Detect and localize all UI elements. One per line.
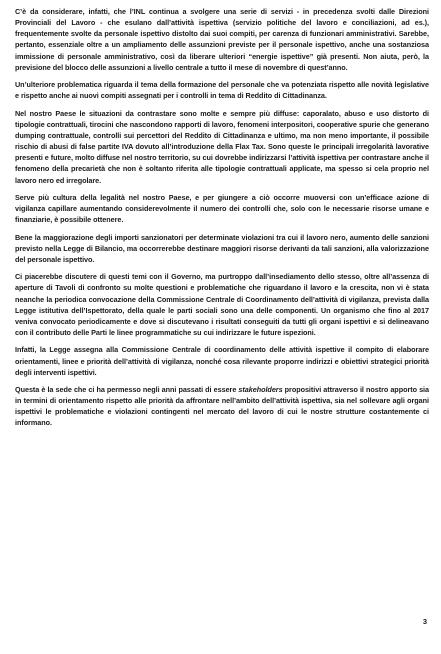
paragraph-8 [15, 384, 429, 429]
paragraph-8-after: propositivi attraverso il nostro apporto sia in termini di orientamento rispetto alle priorità da affrontare nell’ambito dell’attività ispettiva, sia nel sollevare agli organi ispettivi le problematiche e violazioni contingenti nel mercato del lavoro di cui le nostre strutture costantemente ci informano. [15, 385, 429, 428]
paragraph-2: Un’ulteriore problematica riguarda il tema della formazione del personale che va potenziata rispetto alle novità legislative e rispetto anche ai nuovi compiti assegnati per i controlli in tema di Reddito di Cittadinanza. [15, 80, 429, 101]
paragraph-1: C’è da considerare, infatti, che l’INL continua a svolgere una serie di servizi - in precedenza svolti dalle Direzioni Provinciali del Lavoro - che esulano dall’attività ispettiva (servizio politiche del lavoro e conciliazioni, ad es.), frequentemente svolte da personale ispettivo distolto dai suoi compiti, per carenza di funzionari amministrativi. Sarebbe, pertanto, essenziale oltre a un ampliamento delle assunzioni previste per il personale ispettivo, anche una sostanziosa immissione di personale amministrativo, così da liberare ulteriori “energie ispettive” già presenti. Non aiuta, però, la previsione del blocco delle assunzioni a livello centrale a tutto il mese di novembre di quest’anno. [15, 7, 429, 72]
page-number: 3 [422, 617, 427, 626]
paragraph-8-emphasis: stakeholders [238, 385, 283, 394]
paragraph-4: Serve più cultura della legalità nel nostro Paese, e per giungere a ciò occorre muoversi con un’efficace azione di vigilanza capillare aumentando considerevolmente il numero dei controlli che, solo con le necessarie risorse umane e finanziarie, è possibile ottenere. [15, 192, 429, 225]
paragraph-6: Ci piacerebbe discutere di questi temi con il Governo, ma purtroppo dall’insediamento dello stesso, oltre all’assenza di aperture di Tavoli di confronto su molte questioni e problematiche che riguardano il lavoro e la crescita, non vi è stata neanche la periodica convocazione della Commissione Centrale di Coordinamento dell’attività di vigilanza, prevista dalla Legge istitutiva dell’Ispettorato, della quale le parti sociali sono una delle componenti. Un organismo che fino al 2017 veniva convocato periodicamente e dove si discutevano i risultati conseguiti da tutti gli organi ispettivi e si delineavano con il contributo delle Parti le linee programmatiche su cui indirizzare le future ispezioni. [15, 272, 429, 337]
paragraph-7: Infatti, la Legge assegna alla Commissione Centrale di coordinamento delle attività ispettive il compito di elaborare orientamenti, linee e priorità dell’attività di vigilanza, nonché cosa rilevante proporre indirizzi e obiettivi strategici priorità degli interventi ispettivi. [15, 345, 429, 377]
paragraph-8-before: Questa è la sede che ci ha permesso negli anni passati di essere [15, 385, 239, 394]
paragraph-3: Nel nostro Paese le situazioni da contrastare sono molte e sempre più diffuse: caporalato, abuso e uso distorto di tipologie contrattuali, tirocini che nascondono rapporti di lavoro, fenomeni interpositori, cooperative spurie che generano dumping contrattuale, controlli sui percettori del Reddito di Cittadinanza e ultimo, ma non meno importante, il possibile rischio di abusi di false partite IVA dovuto all’introduzione della Flax Tax. Sono queste le principali irregolarità lavorative presenti e future, molto diffuse nel nostro territorio, su cui dovrebbe indirizzarsi l’attività ispettiva per contrastare anche il fenomeno della precarietà che non è soltanto riferita alle tipologie contrattuali applicate, ma spesso si cela proprio nel lavoro nero ed irregolare. [15, 108, 429, 185]
paragraph-5: Bene la maggiorazione degli importi sanzionatori per determinate violazioni tra cui il lavoro nero, aumento delle sanzioni previsto nella Legge di Bilancio, ma occorrerebbe destinare maggiori risorse derivanti da tali sanzioni, alla valorizzazione del personale ispettivo. [15, 232, 429, 264]
